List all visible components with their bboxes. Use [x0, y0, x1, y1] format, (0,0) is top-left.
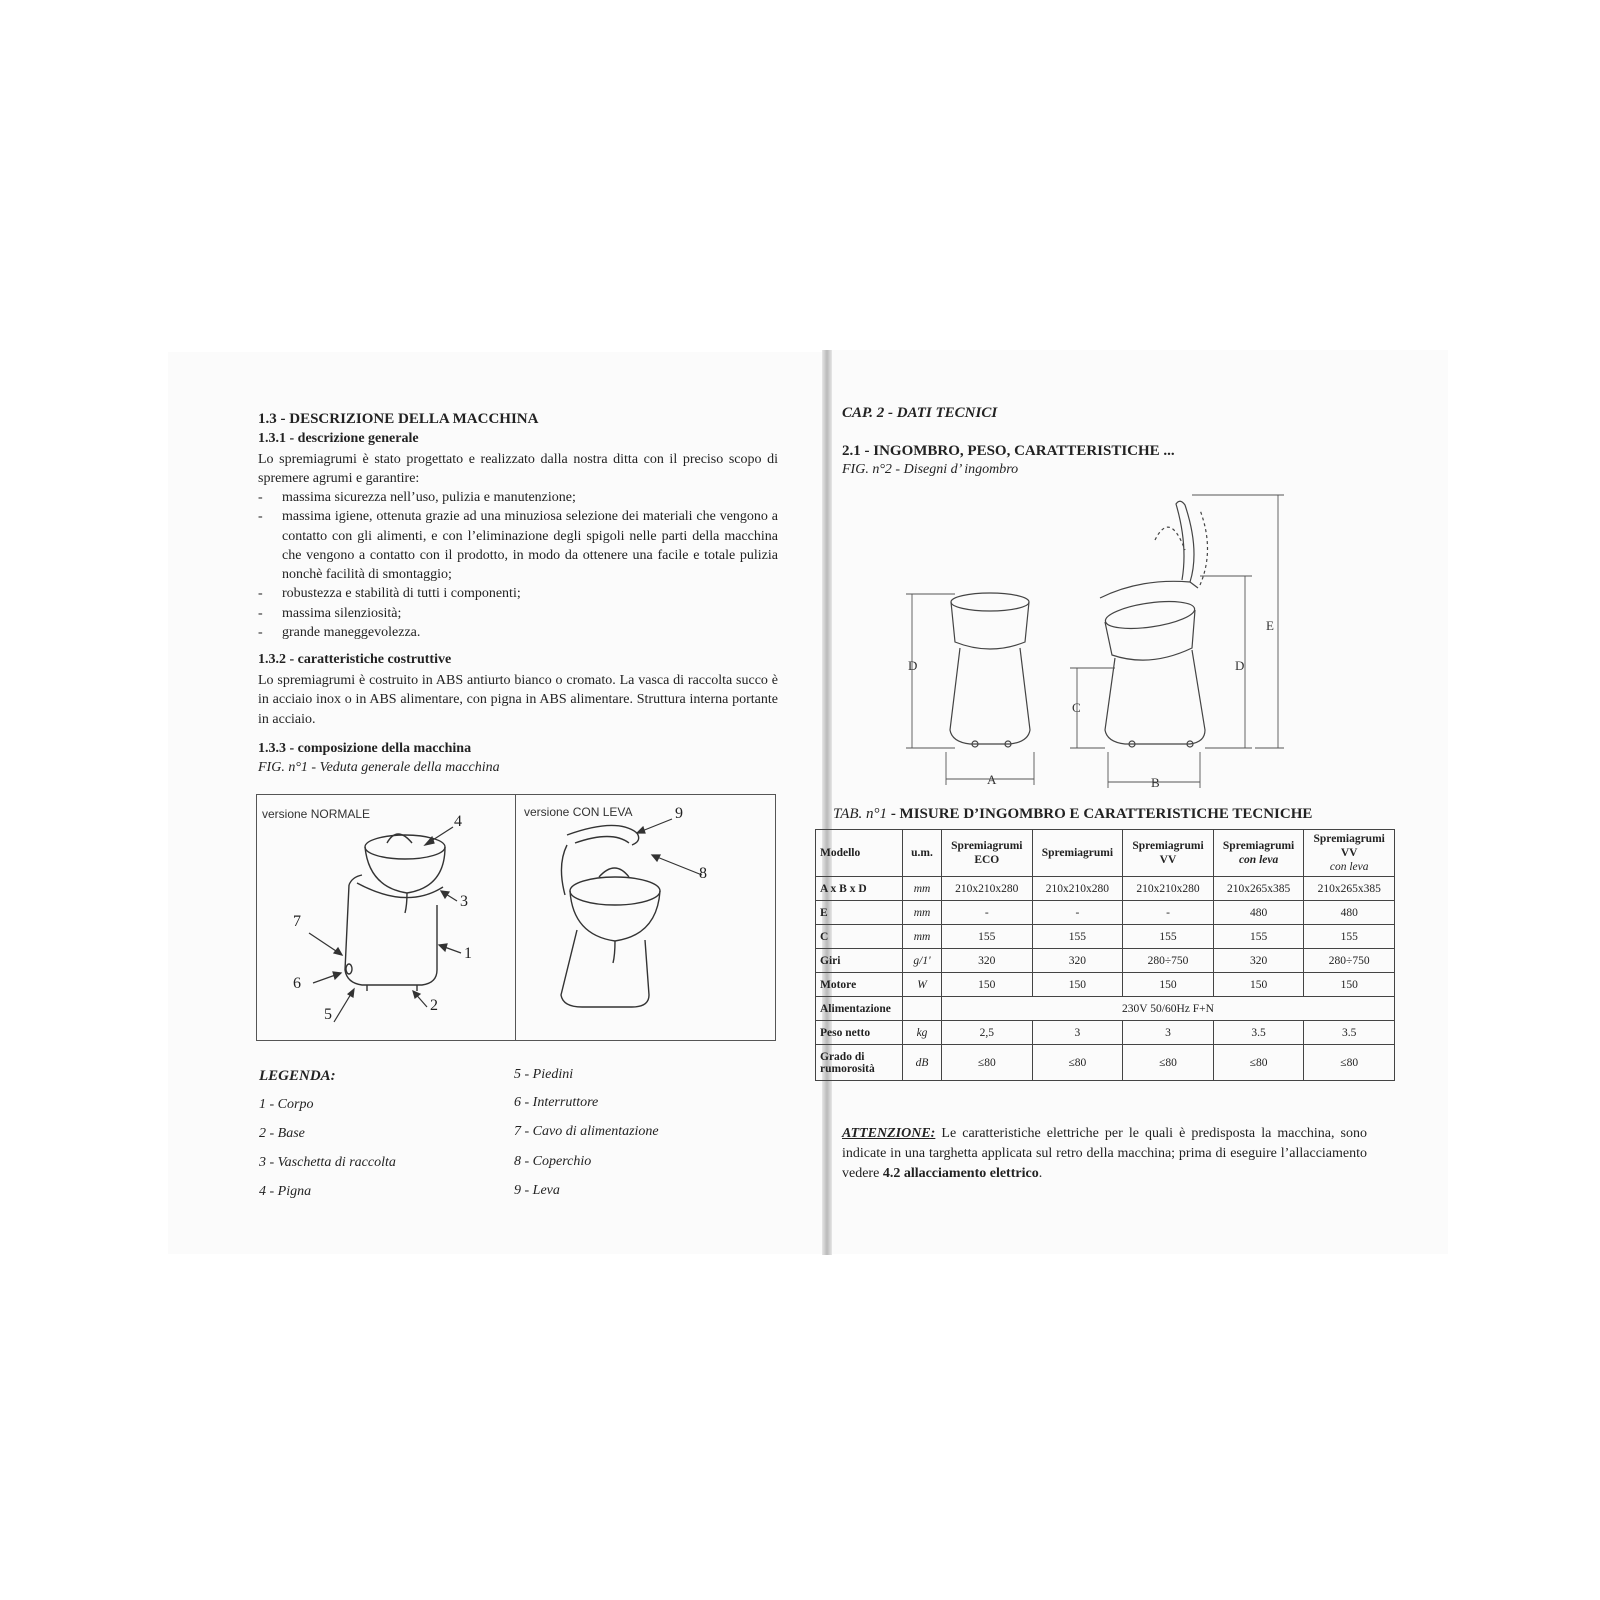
dim-label-b: B: [1151, 775, 1160, 790]
model-variant-2: con leva: [1329, 861, 1369, 873]
callout-1: 1: [464, 945, 472, 962]
spec-cell: ≤80: [1123, 1045, 1214, 1081]
dim-label-a: A: [987, 772, 997, 787]
legend-item-7: 7 - Cavo di alimentazione: [514, 1124, 659, 1139]
spec-cell: 3.5: [1304, 1021, 1395, 1045]
legend-item-9: 9 - Leva: [514, 1183, 560, 1198]
spec-cell: ≤80: [1213, 1045, 1304, 1081]
spec-table-header-row: [816, 830, 1395, 877]
figure-1-caption: FIG. n°1 - Veduta generale della macchina: [258, 760, 500, 775]
callout-5: 5: [324, 1006, 332, 1023]
spec-cell: 210x210x280: [1032, 877, 1123, 901]
spec-table-body: [816, 877, 1395, 1081]
callout-8: 8: [699, 865, 707, 882]
feature-bullet-item: - massima silenziosità;: [258, 604, 778, 623]
model-variant: VV: [1159, 854, 1177, 866]
spec-cell: 210x265x385: [1213, 877, 1304, 901]
spec-cell: ≤80: [1032, 1045, 1123, 1081]
spec-cell: 155: [942, 925, 1033, 949]
spec-cell: -: [942, 901, 1033, 925]
spec-cell: 210x210x280: [942, 877, 1033, 901]
callout-4: 4: [454, 813, 462, 830]
spec-table: [815, 829, 1395, 1081]
spec-row-label: E: [816, 901, 903, 925]
spec-row-unit: mm: [903, 877, 942, 901]
callout-6: 6: [293, 975, 301, 992]
spec-cell: 150: [942, 973, 1033, 997]
figure-1-lever-label: versione CON LEVA: [524, 805, 633, 819]
spec-row: [816, 925, 1395, 949]
spec-cell: 480: [1213, 901, 1304, 925]
legend-item-6: 6 - Interruttore: [514, 1095, 599, 1110]
model-name: Spremiagrumi: [1041, 847, 1114, 859]
spec-row-unit: mm: [903, 901, 942, 925]
figure-1-callouts: [257, 795, 775, 1040]
spec-cell: 3: [1032, 1021, 1123, 1045]
attention-link-text: 4.2 allacciamento elettrico: [882, 1166, 1039, 1181]
spec-row-label: Motore: [816, 973, 903, 997]
spec-row-label: Giri: [816, 949, 903, 973]
figure-1-box: [256, 794, 776, 1041]
spec-row: [816, 877, 1395, 901]
general-description-intro: Lo spremiagrumi è stato progettato e realizzato dalla nostra ditta con il preciso scopo di spremere agrumi e garantire:: [258, 452, 778, 487]
callout-3: 3: [460, 893, 468, 910]
spec-row: [816, 949, 1395, 973]
spec-cell: 480: [1304, 901, 1395, 925]
callout-7: 7: [293, 913, 301, 930]
spec-row-label: A x B x D: [816, 877, 903, 901]
spec-row-unit: kg: [903, 1021, 942, 1045]
model-name: Spremiagrumi: [1313, 833, 1385, 845]
spec-cell: -: [1032, 901, 1123, 925]
feature-bullet-item: - grande maneggevolezza.: [258, 623, 778, 642]
callout-9: 9: [675, 805, 683, 822]
model-variant: ECO: [974, 854, 1000, 866]
spec-row-unit: mm: [903, 925, 942, 949]
dim-label-e: E: [1266, 618, 1274, 633]
section-title-2-1: 2.1 - INGOMBRO, PESO, CARATTERISTICHE ...: [842, 443, 1175, 459]
attention-text: Le caratteristiche elettriche per le quali è predisposta la macchina, sono indicate in una targhetta applicata sul retro della macchina; prima di eseguire l’allacciamento vedere: [842, 1126, 1367, 1181]
spec-cell: 155: [1213, 925, 1304, 949]
chapter-title: CAP. 2 - DATI TECNICI: [842, 405, 998, 421]
spec-row-unit: [903, 997, 942, 1021]
feature-bullet-list: [258, 488, 778, 642]
spec-cell: 150: [1213, 973, 1304, 997]
legend-item-1: 1 - Corpo: [259, 1097, 314, 1112]
model-variant: VV: [1340, 847, 1358, 859]
attention-note: [842, 1124, 1367, 1184]
subsection-title-1-3-3: 1.3.3 - composizione della macchina: [258, 741, 472, 756]
page-gutter: [822, 350, 832, 1255]
spec-row: [816, 997, 1395, 1021]
spec-cell: 320: [1032, 949, 1123, 973]
attention-end: .: [1038, 1166, 1043, 1181]
spec-header-model-1: [942, 830, 1033, 877]
spec-row-label: Peso netto: [816, 1021, 903, 1045]
spec-row: [816, 901, 1395, 925]
spec-cell: 150: [1123, 973, 1214, 997]
figure-2-caption: FIG. n°2 - Disegni d’ ingombro: [842, 462, 1019, 477]
spec-row-unit: g/1': [903, 949, 942, 973]
right-page: [830, 350, 1448, 1254]
table-1-title: [833, 806, 1312, 823]
legend-item-2: 2 - Base: [259, 1126, 305, 1141]
legend-item-3: 3 - Vaschetta di raccolta: [259, 1155, 396, 1170]
spec-header-model-2: [1032, 830, 1123, 877]
spec-row-unit: dB: [903, 1045, 942, 1081]
dim-label-d-right: D: [1235, 658, 1245, 673]
spec-cell: ≤80: [1304, 1045, 1395, 1081]
figure-1-normal-label: versione NORMALE: [262, 807, 371, 821]
construction-description: Lo spremiagrumi è costruito in ABS antiurto bianco o cromato. La vasca di raccolta succo è in acciaio inox o in ABS alimentare, con pigna in ABS alimentare. Struttura interna portante in acciaio.: [258, 673, 778, 727]
legend-item-8: 8 - Coperchio: [514, 1154, 592, 1169]
spec-cell: 155: [1304, 925, 1395, 949]
feature-bullet-item: - massima sicurezza nell’uso, pulizia e manutenzione;: [258, 488, 778, 507]
spec-cell: 150: [1032, 973, 1123, 997]
table-1-title-prefix: TAB. n°1: [833, 806, 888, 822]
spec-row-label: C: [816, 925, 903, 949]
spec-header-model-4: [1213, 830, 1304, 877]
spec-header-unit: u.m.: [903, 830, 942, 877]
dim-label-d-left: D: [908, 658, 918, 673]
table-1-title-text: - MISURE D’INGOMBRO E CARATTERISTICHE TECNICHE: [887, 806, 1313, 822]
subsection-title-1-3-2: 1.3.2 - caratteristiche costruttive: [258, 652, 452, 667]
feature-bullet-item: - robustezza e stabilità di tutti i componenti;: [258, 584, 778, 603]
model-name: Spremiagrumi: [951, 840, 1023, 852]
legend-item-5: 5 - Piedini: [514, 1067, 574, 1082]
model-variant: con leva: [1238, 854, 1279, 866]
callout-2: 2: [430, 997, 438, 1014]
spec-row-label: Alimentazione: [816, 997, 903, 1021]
figure-2-drawing: [900, 490, 1290, 800]
spec-row: [816, 1021, 1395, 1045]
spec-cell: 3.5: [1213, 1021, 1304, 1045]
spec-row: [816, 1045, 1395, 1081]
model-name: Spremiagrumi: [1222, 840, 1295, 852]
attention-label: ATTENZIONE:: [842, 1126, 936, 1141]
spec-cell: 320: [942, 949, 1033, 973]
subsection-title-1-3-1: 1.3.1 - descrizione generale: [258, 431, 419, 446]
spec-row: [816, 973, 1395, 997]
spec-cell: 210x265x385: [1304, 877, 1395, 901]
section-title-1-3: 1.3 - DESCRIZIONE DELLA MACCHINA: [258, 411, 539, 427]
spec-header-model-5: [1304, 830, 1395, 877]
spec-cell-span: 230V 50/60Hz F+N: [942, 997, 1395, 1021]
spec-row-unit: W: [903, 973, 942, 997]
spec-cell: 3: [1123, 1021, 1214, 1045]
spec-cell: 155: [1032, 925, 1123, 949]
model-name: Spremiagrumi: [1132, 840, 1204, 852]
spec-cell: ≤80: [942, 1045, 1033, 1081]
legend-title: LEGENDA:: [259, 1068, 336, 1084]
spec-cell: 320: [1213, 949, 1304, 973]
spec-cell: 150: [1304, 973, 1395, 997]
legend-item-4: 4 - Pigna: [259, 1184, 312, 1199]
spec-cell: 280÷750: [1304, 949, 1395, 973]
dim-label-c: C: [1072, 700, 1081, 715]
feature-bullet-item: - massima igiene, ottenuta grazie ad una minuziosa selezione dei materiali che vengono a contatto con gli alimenti, e con l’eliminazione degli spigoli nelle parti della macchina che vengono a contatto con il prodotto, in modo da ottenere una facile e totale pulizia nonchè facilità di smontaggio;: [258, 507, 778, 584]
spec-cell: 2,5: [942, 1021, 1033, 1045]
spec-cell: 280÷750: [1123, 949, 1214, 973]
spec-header-model-3: [1123, 830, 1214, 877]
spec-header-model: Modello: [816, 830, 903, 877]
spec-cell: -: [1123, 901, 1214, 925]
spec-cell: 155: [1123, 925, 1214, 949]
spec-cell: 210x210x280: [1123, 877, 1214, 901]
spec-row-label: Grado di rumorosità: [816, 1045, 903, 1081]
